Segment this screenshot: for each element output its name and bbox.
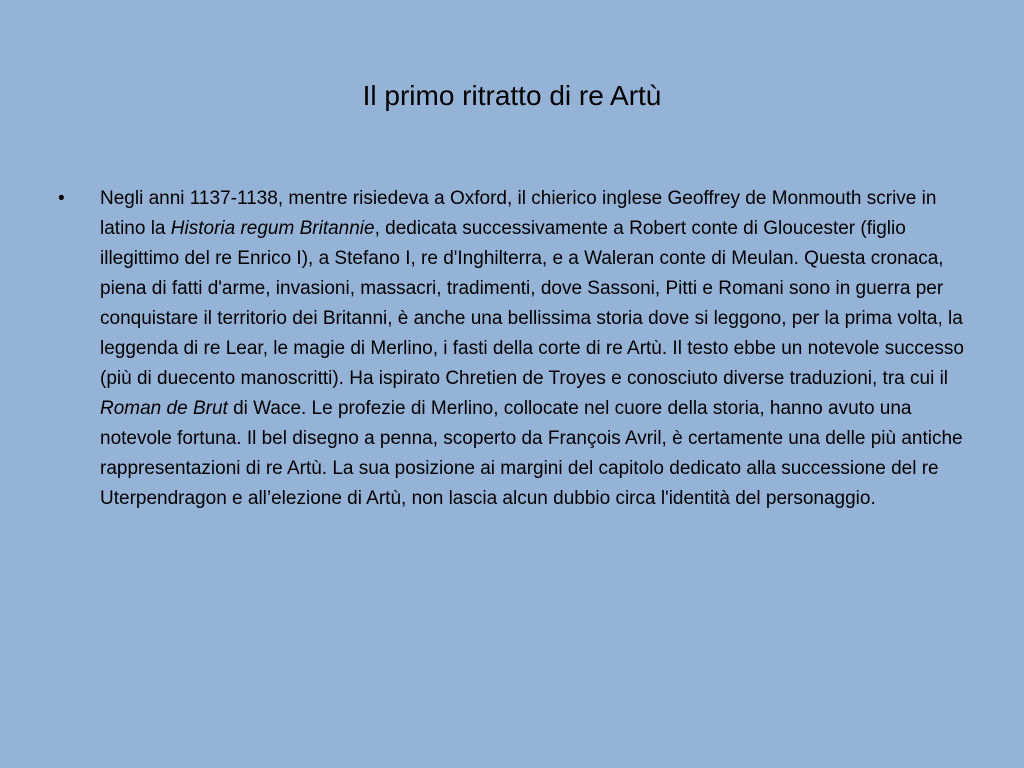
historia-regum-britannie-title: Historia regum Britannie — [170, 218, 375, 239]
roman-de-brut-title: Roman de Brut — [100, 398, 228, 419]
bullet-icon: • — [58, 188, 65, 209]
slide-content — [58, 184, 968, 514]
paragraph-part-3: di Wace. Le profezie di Merlino, collocate nel cuore della storia, hanno avuto una notevole fortuna. Il bel disegno a penna, scoperto da François Avril, è certamente una delle più antiche rappresentazioni di re Artù. La sua posizione ai margini del capitolo dedicato alla successione del re Uterpendragon e all’elezione di Artù, non lascia alcun dubbio circa l'identità del personaggio. — [100, 398, 963, 509]
paragraph-part-2: , dedicata successivamente a Robert conte di Gloucester (figlio illegittimo del re Enrico I), a Stefano I, re d'Inghilterra, e a Waleran conte di Meulan. Questa cronaca, piena di fatti d'arme, invasioni, massacri, tradimenti, dove Sassoni, Pitti e Romani sono in guerra per conquistare il territorio dei Britanni, è anche una bellissima storia dove si leggono, per la prima volta, la leggenda di re Lear, le magie di Merlino, i fasti della corte di re Artù. Il testo ebbe un notevole successo (più di duecento manoscritti). Ha ispirato Chretien de Troyes e conosciuto diverse traduzioni, tra cui il — [100, 218, 964, 389]
bullet-paragraph — [100, 184, 968, 514]
paragraph-part-1: Negli anni 1137-1138, mentre risiedeva a Oxford, il chierico inglese Geoffrey de Monmouth scrive in latino la — [100, 188, 937, 239]
slide-title: Il primo ritratto di re Artù — [362, 80, 662, 111]
bullet-item — [58, 184, 968, 514]
